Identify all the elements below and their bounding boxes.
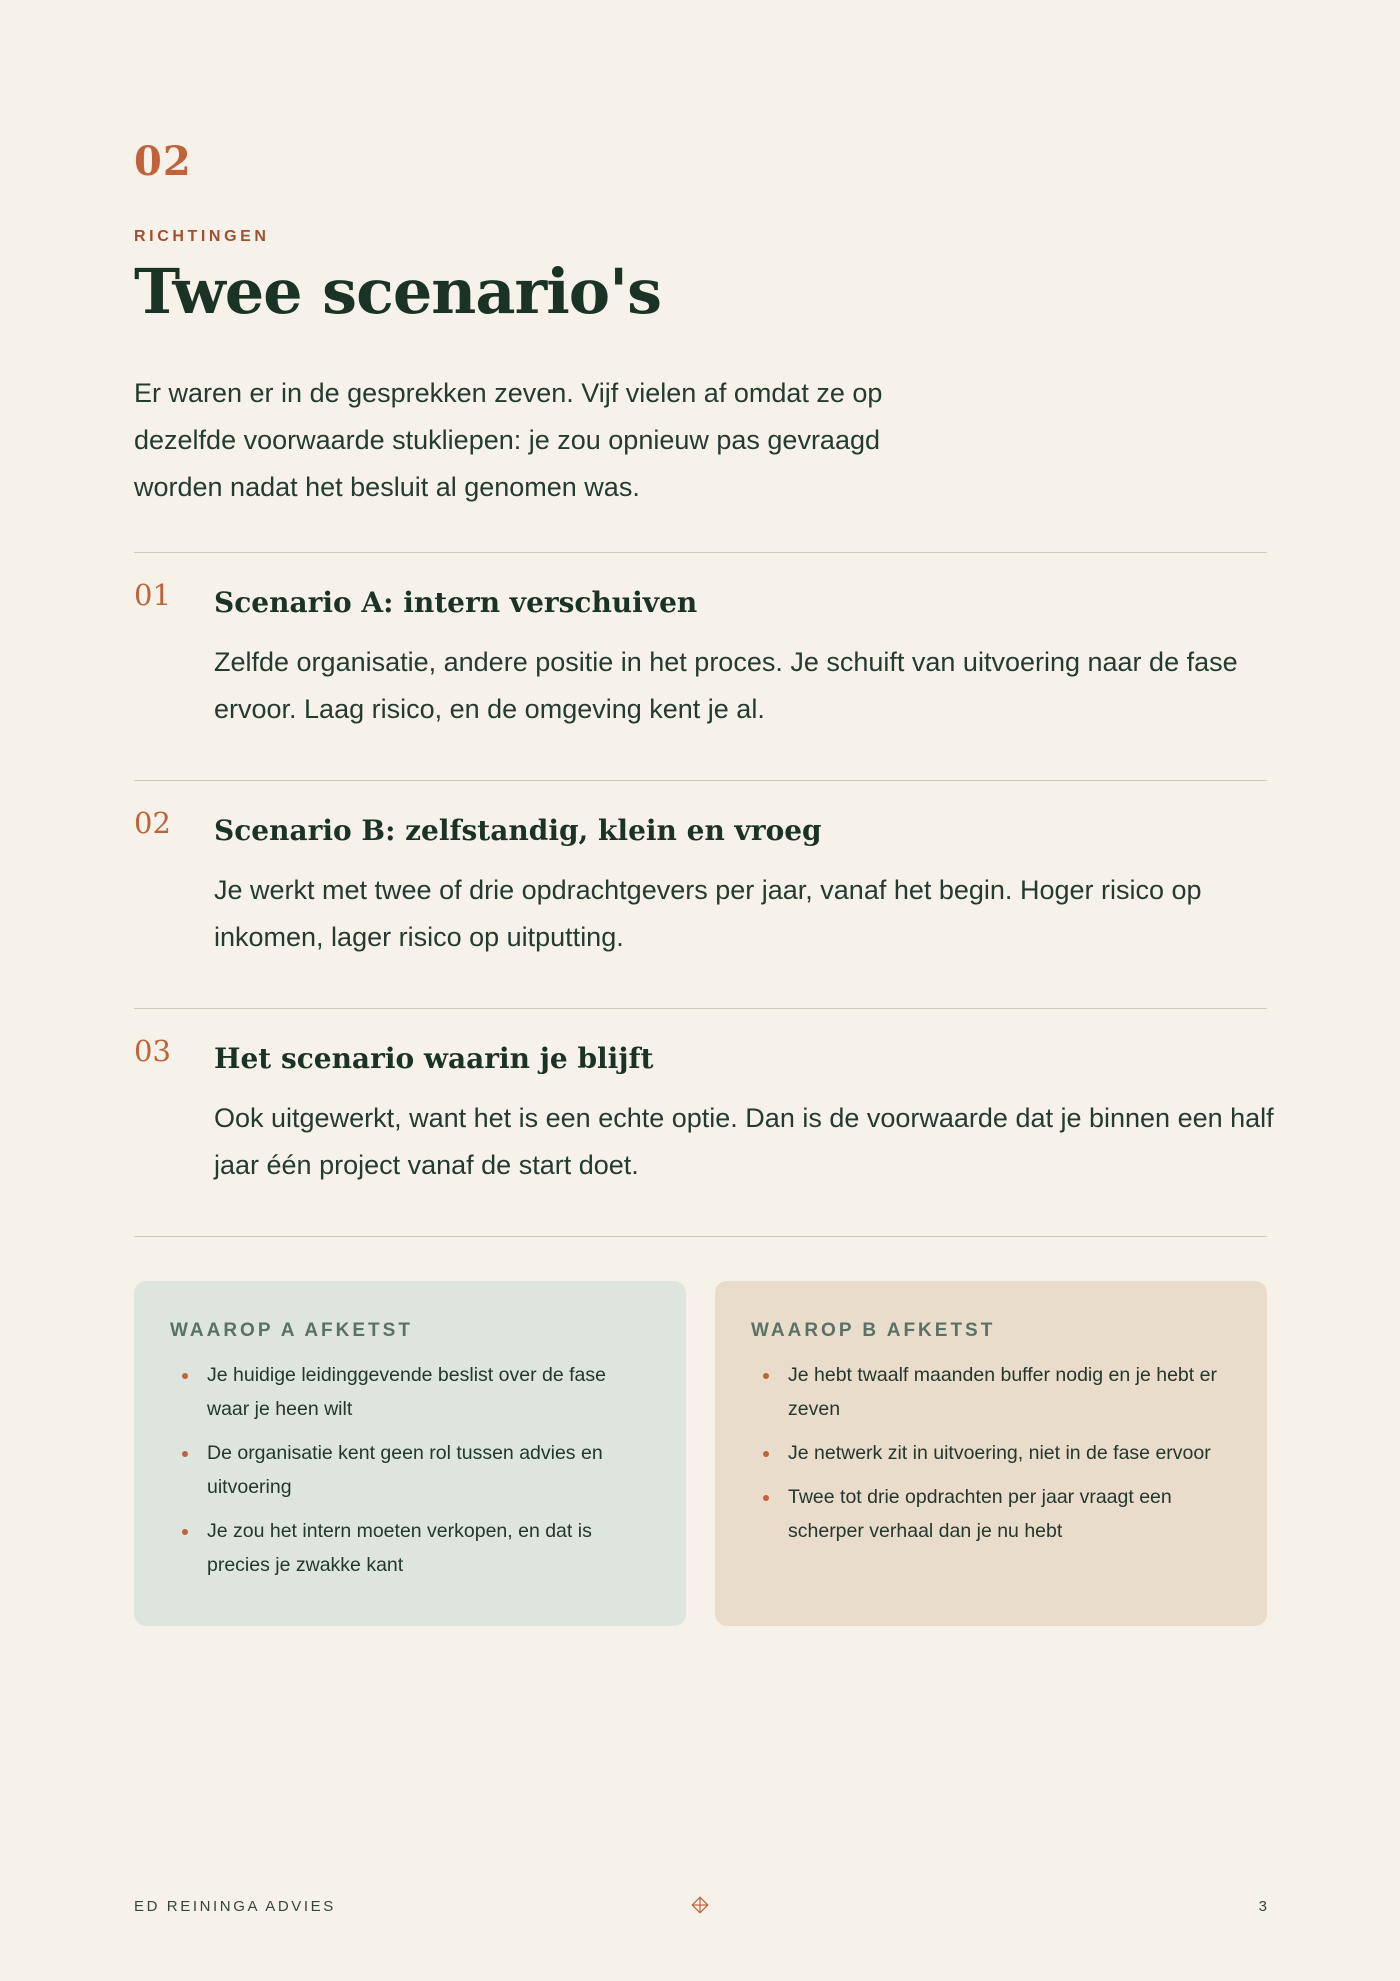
list-item-text: Je zou het intern moeten verkopen, en dat is precies je zwakke kant: [207, 1519, 592, 1576]
list-item-text: Je netwerk zit in uitvoering, niet in de fase ervoor: [788, 1441, 1211, 1464]
card-scenario-b: [715, 1281, 1267, 1626]
list-item-text: Je huidige leidinggevende beslist over de fase waar je heen wilt: [207, 1363, 606, 1420]
page-number: 3: [1258, 1898, 1267, 1915]
bullet-icon: [182, 1373, 188, 1379]
scenario-title: Scenario A: intern verschuiven: [214, 586, 698, 619]
list-item-text: Twee tot drie opdrachten per jaar vraagt een scherper verhaal dan je nu hebt: [788, 1485, 1172, 1542]
scenario-item: [134, 1009, 1274, 1237]
list-item: [751, 1358, 1231, 1426]
list-item-text: De organisatie kent geen rol tussen advies en uitvoering: [207, 1441, 603, 1498]
scenario-description: Zelfde organisatie, andere positie in het proces. Je schuift van uitvoering naar de fase ervoor. Laag risico, en de omgeving kent je al.: [214, 647, 1238, 724]
intro-paragraph: Er waren er in de gesprekken zeven. Vijf vielen af omdat ze op dezelfde voorwaarde stukliepen: je zou opnieuw pas gevraagd worden nadat het besluit al genomen was.: [134, 378, 883, 502]
list-item: [751, 1436, 1231, 1470]
card-label: WAAROP A AFKETST: [170, 1320, 413, 1341]
bullet-icon: [182, 1529, 188, 1535]
list-item: [751, 1480, 1231, 1548]
bullet-icon: [763, 1373, 769, 1379]
scenario-number: 01: [134, 578, 171, 612]
bullet-icon: [763, 1495, 769, 1501]
scenario-number: 03: [134, 1034, 171, 1068]
page-title: Twee scenario's: [134, 255, 661, 328]
bullet-icon: [763, 1451, 769, 1457]
list-item: [170, 1436, 650, 1504]
scenario-list: [134, 552, 1274, 1237]
scenario-item: [134, 553, 1267, 781]
card-scenario-a: [134, 1281, 686, 1626]
objection-cards: [134, 1281, 1267, 1626]
card-list: [751, 1358, 1231, 1548]
scenario-title: Het scenario waarin je blijft: [214, 1042, 654, 1075]
scenario-description: Je werkt met twee of drie opdrachtgevers per jaar, vanaf het begin. Hoger risico op inkomen, lager risico op uitputting.: [214, 875, 1202, 952]
diamond-grid-icon: [691, 1896, 709, 1914]
list-item: [170, 1358, 650, 1426]
card-label: WAAROP B AFKETST: [751, 1320, 996, 1341]
document-page: [134, 0, 1274, 1981]
bullet-icon: [182, 1451, 188, 1457]
chapter-number: 02: [134, 138, 192, 185]
scenario-number: 02: [134, 806, 171, 840]
scenario-item: [134, 781, 1267, 1009]
section-eyebrow: RICHTINGEN: [134, 228, 270, 245]
footer-brand: ED REININGA ADVIES: [134, 1898, 336, 1915]
scenario-description: Ook uitgewerkt, want het is een echte optie. Dan is de voorwaarde dat je binnen een half jaar één project vanaf de start doet.: [214, 1103, 1274, 1180]
list-item-text: Je hebt twaalf maanden buffer nodig en je hebt er zeven: [788, 1363, 1217, 1420]
card-list: [170, 1358, 650, 1582]
list-item: [170, 1514, 650, 1582]
scenario-title: Scenario B: zelfstandig, klein en vroeg: [214, 814, 822, 847]
